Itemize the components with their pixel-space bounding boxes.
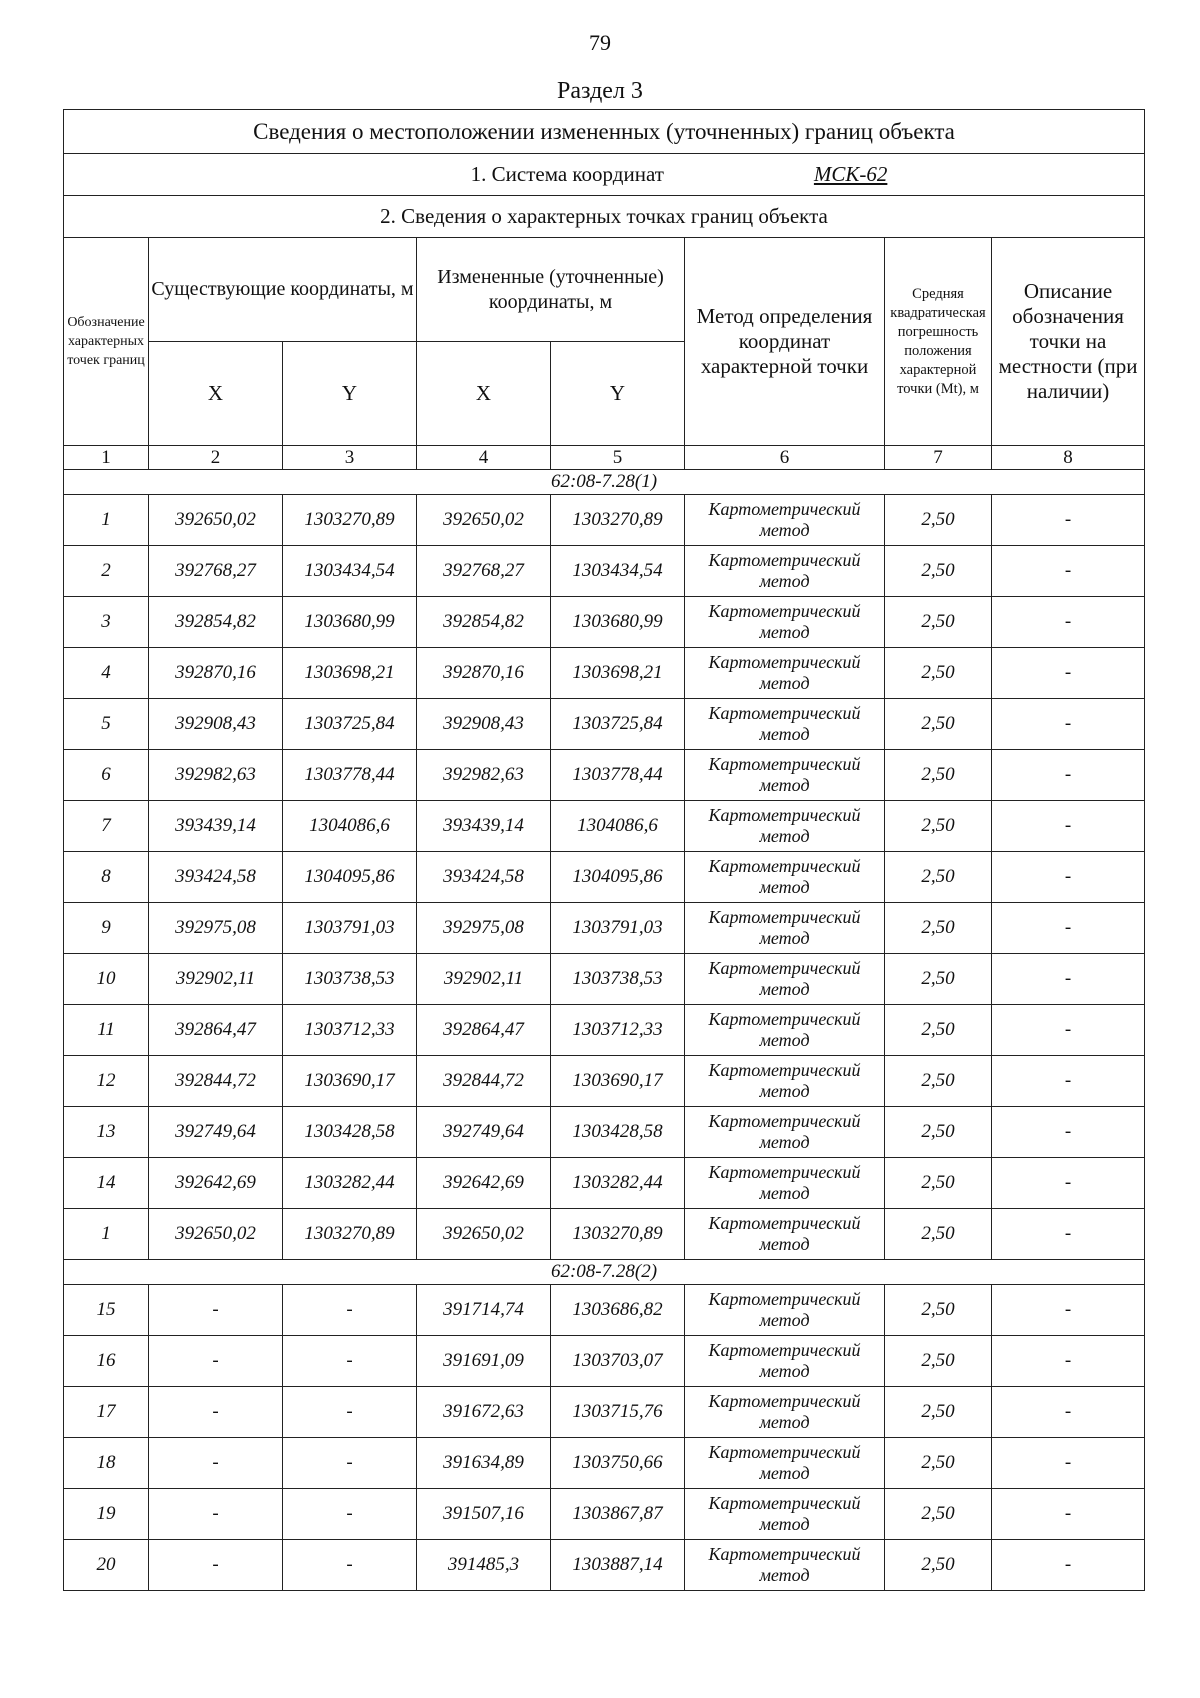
changed-x-cell: 392844,72 — [417, 1056, 551, 1107]
point-number-cell: 15 — [64, 1285, 149, 1336]
point-number-cell: 14 — [64, 1158, 149, 1209]
existing-x-cell: 392749,64 — [149, 1107, 283, 1158]
description-cell: - — [992, 750, 1145, 801]
point-number-cell: 13 — [64, 1107, 149, 1158]
existing-x-cell: 393424,58 — [149, 852, 283, 903]
changed-y-cell: 1304086,6 — [551, 801, 685, 852]
header-changed-coords: Измененные (уточненные) координаты, м — [417, 238, 685, 342]
column-numbers-row — [64, 446, 1145, 470]
mean-error-cell: 2,50 — [885, 1489, 992, 1540]
existing-x-cell: 392982,63 — [149, 750, 283, 801]
header-changed-x: X — [417, 342, 551, 446]
mean-error-cell: 2,50 — [885, 1285, 992, 1336]
table-row — [64, 1387, 1145, 1438]
changed-y-cell: 1303738,53 — [551, 954, 685, 1005]
description-cell: - — [992, 1005, 1145, 1056]
existing-y-cell: 1304086,6 — [283, 801, 417, 852]
mean-error-cell: 2,50 — [885, 648, 992, 699]
existing-y-cell: 1304095,86 — [283, 852, 417, 903]
point-number-cell: 10 — [64, 954, 149, 1005]
changed-y-cell: 1303282,44 — [551, 1158, 685, 1209]
description-cell: - — [992, 1158, 1145, 1209]
existing-x-cell: 393439,14 — [149, 801, 283, 852]
changed-x-cell: 392854,82 — [417, 597, 551, 648]
method-cell: Картометрический метод — [685, 1285, 885, 1336]
point-number-cell: 7 — [64, 801, 149, 852]
existing-x-cell: - — [149, 1540, 283, 1591]
point-number-cell: 8 — [64, 852, 149, 903]
method-cell: Картометрический метод — [685, 699, 885, 750]
method-cell: Картометрический метод — [685, 495, 885, 546]
existing-x-cell: - — [149, 1285, 283, 1336]
mean-error-cell: 2,50 — [885, 495, 992, 546]
parcel-group-row — [64, 1260, 1145, 1285]
mean-error-cell: 2,50 — [885, 852, 992, 903]
method-cell: Картометрический метод — [685, 1438, 885, 1489]
existing-y-cell: 1303270,89 — [283, 495, 417, 546]
existing-y-cell: 1303270,89 — [283, 1209, 417, 1260]
existing-y-cell: 1303680,99 — [283, 597, 417, 648]
table-row — [64, 1438, 1145, 1489]
header-description: Описание обозначения точки на местности (при наличии) — [992, 238, 1145, 446]
method-cell: Картометрический метод — [685, 852, 885, 903]
table-row — [64, 1107, 1145, 1158]
table-row — [64, 1540, 1145, 1591]
changed-y-cell: 1303712,33 — [551, 1005, 685, 1056]
changed-x-cell: 392650,02 — [417, 1209, 551, 1260]
description-cell: - — [992, 1489, 1145, 1540]
changed-y-cell: 1303680,99 — [551, 597, 685, 648]
existing-x-cell: 392902,11 — [149, 954, 283, 1005]
parcel-group-label: 62:08-7.28(2) — [64, 1260, 1145, 1285]
changed-x-cell: 391672,63 — [417, 1387, 551, 1438]
page-number: 79 — [589, 30, 611, 55]
changed-x-cell: 392650,02 — [417, 495, 551, 546]
column-number: 2 — [149, 446, 283, 470]
changed-y-cell: 1303270,89 — [551, 1209, 685, 1260]
column-number: 4 — [417, 446, 551, 470]
method-cell: Картометрический метод — [685, 597, 885, 648]
changed-x-cell: 392749,64 — [417, 1107, 551, 1158]
mean-error-cell: 2,50 — [885, 1336, 992, 1387]
description-cell: - — [992, 1336, 1145, 1387]
method-cell: Картометрический метод — [685, 1336, 885, 1387]
mean-error-cell: 2,50 — [885, 750, 992, 801]
method-cell: Картометрический метод — [685, 801, 885, 852]
mean-error-cell: 2,50 — [885, 546, 992, 597]
table-row — [64, 648, 1145, 699]
point-number-cell: 4 — [64, 648, 149, 699]
changed-x-cell: 392902,11 — [417, 954, 551, 1005]
changed-x-cell: 391714,74 — [417, 1285, 551, 1336]
point-number-cell: 5 — [64, 699, 149, 750]
method-cell: Картометрический метод — [685, 1209, 885, 1260]
existing-y-cell: - — [283, 1489, 417, 1540]
table-row — [64, 546, 1145, 597]
header-mean-error: Средняя квадратическая погрешность положения характерной точки (Mt), м — [885, 238, 992, 446]
method-cell: Картометрический метод — [685, 1489, 885, 1540]
mean-error-cell: 2,50 — [885, 954, 992, 1005]
point-number-cell: 1 — [64, 1209, 149, 1260]
changed-x-cell: 391485,3 — [417, 1540, 551, 1591]
existing-x-cell: - — [149, 1489, 283, 1540]
header-point-designation: Обозначение характерных точек границ — [64, 238, 149, 446]
existing-y-cell: 1303791,03 — [283, 903, 417, 954]
changed-x-cell: 392642,69 — [417, 1158, 551, 1209]
column-number: 5 — [551, 446, 685, 470]
method-cell: Картометрический метод — [685, 1005, 885, 1056]
table-row — [64, 495, 1145, 546]
changed-y-cell: 1303428,58 — [551, 1107, 685, 1158]
point-number-cell: 18 — [64, 1438, 149, 1489]
description-cell: - — [992, 954, 1145, 1005]
changed-x-cell: 393424,58 — [417, 852, 551, 903]
boundary-points-table — [63, 109, 1145, 1591]
existing-x-cell: 392642,69 — [149, 1158, 283, 1209]
existing-x-cell: 392864,47 — [149, 1005, 283, 1056]
point-number-cell: 6 — [64, 750, 149, 801]
table-row — [64, 1336, 1145, 1387]
section-title: Раздел 3 — [557, 78, 643, 104]
existing-y-cell: 1303434,54 — [283, 546, 417, 597]
column-number: 6 — [685, 446, 885, 470]
mean-error-cell: 2,50 — [885, 903, 992, 954]
description-cell: - — [992, 1056, 1145, 1107]
method-cell: Картометрический метод — [685, 750, 885, 801]
description-cell: - — [992, 546, 1145, 597]
table-row — [64, 1489, 1145, 1540]
changed-x-cell: 391691,09 — [417, 1336, 551, 1387]
table-row — [64, 903, 1145, 954]
method-cell: Картометрический метод — [685, 1107, 885, 1158]
coordinate-system-row — [64, 154, 1145, 196]
column-number: 8 — [992, 446, 1145, 470]
coordinate-system-value: МСК-62 — [813, 162, 888, 186]
description-cell: - — [992, 852, 1145, 903]
existing-y-cell: - — [283, 1438, 417, 1489]
existing-x-cell: 392650,02 — [149, 495, 283, 546]
description-cell: - — [992, 1107, 1145, 1158]
changed-x-cell: 392908,43 — [417, 699, 551, 750]
existing-y-cell: 1303282,44 — [283, 1158, 417, 1209]
point-number-cell: 17 — [64, 1387, 149, 1438]
changed-y-cell: 1303791,03 — [551, 903, 685, 954]
existing-y-cell: - — [283, 1285, 417, 1336]
description-cell: - — [992, 1209, 1145, 1260]
existing-x-cell: - — [149, 1387, 283, 1438]
existing-y-cell: - — [283, 1387, 417, 1438]
point-number-cell: 2 — [64, 546, 149, 597]
mean-error-cell: 2,50 — [885, 801, 992, 852]
existing-x-cell: 392854,82 — [149, 597, 283, 648]
changed-y-cell: 1303867,87 — [551, 1489, 685, 1540]
changed-x-cell: 392870,16 — [417, 648, 551, 699]
column-number: 7 — [885, 446, 992, 470]
header-method: Метод определения координат характерной точки — [685, 238, 885, 446]
changed-y-cell: 1303698,21 — [551, 648, 685, 699]
changed-y-cell: 1303725,84 — [551, 699, 685, 750]
point-number-cell: 19 — [64, 1489, 149, 1540]
method-cell: Картометрический метод — [685, 1158, 885, 1209]
parcel-group-row — [64, 470, 1145, 495]
table-row — [64, 954, 1145, 1005]
changed-x-cell: 393439,14 — [417, 801, 551, 852]
table-caption: Сведения о местоположении измененных (уточненных) границ объекта — [64, 110, 1145, 154]
points-section-label: 2. Сведения о характерных точках границ объекта — [64, 196, 1145, 238]
changed-x-cell: 392982,63 — [417, 750, 551, 801]
existing-y-cell: 1303698,21 — [283, 648, 417, 699]
changed-y-cell: 1303270,89 — [551, 495, 685, 546]
parcel-group-label: 62:08-7.28(1) — [64, 470, 1145, 495]
changed-y-cell: 1303690,17 — [551, 1056, 685, 1107]
table-row — [64, 801, 1145, 852]
changed-y-cell: 1304095,86 — [551, 852, 685, 903]
description-cell: - — [992, 648, 1145, 699]
existing-y-cell: 1303738,53 — [283, 954, 417, 1005]
existing-y-cell: - — [283, 1336, 417, 1387]
existing-y-cell: 1303778,44 — [283, 750, 417, 801]
method-cell: Картометрический метод — [685, 1387, 885, 1438]
method-cell: Картометрический метод — [685, 1056, 885, 1107]
column-number: 3 — [283, 446, 417, 470]
table-row — [64, 597, 1145, 648]
header-changed-y: Y — [551, 342, 685, 446]
changed-x-cell: 392864,47 — [417, 1005, 551, 1056]
table-row — [64, 1005, 1145, 1056]
coordinate-system-label: 1. Система координат — [470, 162, 664, 186]
description-cell: - — [992, 699, 1145, 750]
changed-x-cell: 392975,08 — [417, 903, 551, 954]
description-cell: - — [992, 1387, 1145, 1438]
changed-y-cell: 1303778,44 — [551, 750, 685, 801]
method-cell: Картометрический метод — [685, 903, 885, 954]
method-cell: Картометрический метод — [685, 546, 885, 597]
description-cell: - — [992, 801, 1145, 852]
method-cell: Картометрический метод — [685, 954, 885, 1005]
point-number-cell: 20 — [64, 1540, 149, 1591]
description-cell: - — [992, 903, 1145, 954]
description-cell: - — [992, 1285, 1145, 1336]
existing-y-cell: 1303428,58 — [283, 1107, 417, 1158]
existing-x-cell: 392870,16 — [149, 648, 283, 699]
existing-x-cell: - — [149, 1336, 283, 1387]
point-number-cell: 9 — [64, 903, 149, 954]
mean-error-cell: 2,50 — [885, 1107, 992, 1158]
description-cell: - — [992, 597, 1145, 648]
changed-y-cell: 1303750,66 — [551, 1438, 685, 1489]
changed-y-cell: 1303686,82 — [551, 1285, 685, 1336]
mean-error-cell: 2,50 — [885, 1005, 992, 1056]
mean-error-cell: 2,50 — [885, 597, 992, 648]
table-row — [64, 852, 1145, 903]
changed-y-cell: 1303887,14 — [551, 1540, 685, 1591]
table-row — [64, 1158, 1145, 1209]
mean-error-cell: 2,50 — [885, 1056, 992, 1107]
mean-error-cell: 2,50 — [885, 1540, 992, 1591]
header-existing-coords: Существующие координаты, м — [149, 238, 417, 342]
point-number-cell: 16 — [64, 1336, 149, 1387]
description-cell: - — [992, 1540, 1145, 1591]
changed-y-cell: 1303434,54 — [551, 546, 685, 597]
changed-y-cell: 1303703,07 — [551, 1336, 685, 1387]
changed-x-cell: 391507,16 — [417, 1489, 551, 1540]
existing-y-cell: 1303690,17 — [283, 1056, 417, 1107]
existing-y-cell: - — [283, 1540, 417, 1591]
table-row — [64, 1056, 1145, 1107]
mean-error-cell: 2,50 — [885, 1387, 992, 1438]
changed-x-cell: 392768,27 — [417, 546, 551, 597]
point-number-cell: 3 — [64, 597, 149, 648]
point-number-cell: 1 — [64, 495, 149, 546]
existing-x-cell: 392650,02 — [149, 1209, 283, 1260]
point-number-cell: 12 — [64, 1056, 149, 1107]
point-number-cell: 11 — [64, 1005, 149, 1056]
mean-error-cell: 2,50 — [885, 1209, 992, 1260]
existing-x-cell: 392908,43 — [149, 699, 283, 750]
mean-error-cell: 2,50 — [885, 699, 992, 750]
table-row — [64, 1285, 1145, 1336]
mean-error-cell: 2,50 — [885, 1438, 992, 1489]
header-existing-x: X — [149, 342, 283, 446]
description-cell: - — [992, 1438, 1145, 1489]
header-existing-y: Y — [283, 342, 417, 446]
existing-x-cell: 392844,72 — [149, 1056, 283, 1107]
description-cell: - — [992, 495, 1145, 546]
changed-y-cell: 1303715,76 — [551, 1387, 685, 1438]
table-row — [64, 750, 1145, 801]
table-row — [64, 1209, 1145, 1260]
changed-x-cell: 391634,89 — [417, 1438, 551, 1489]
existing-x-cell: - — [149, 1438, 283, 1489]
existing-y-cell: 1303725,84 — [283, 699, 417, 750]
table-row — [64, 699, 1145, 750]
mean-error-cell: 2,50 — [885, 1158, 992, 1209]
column-number: 1 — [64, 446, 149, 470]
existing-y-cell: 1303712,33 — [283, 1005, 417, 1056]
method-cell: Картометрический метод — [685, 1540, 885, 1591]
method-cell: Картометрический метод — [685, 648, 885, 699]
existing-x-cell: 392975,08 — [149, 903, 283, 954]
existing-x-cell: 392768,27 — [149, 546, 283, 597]
